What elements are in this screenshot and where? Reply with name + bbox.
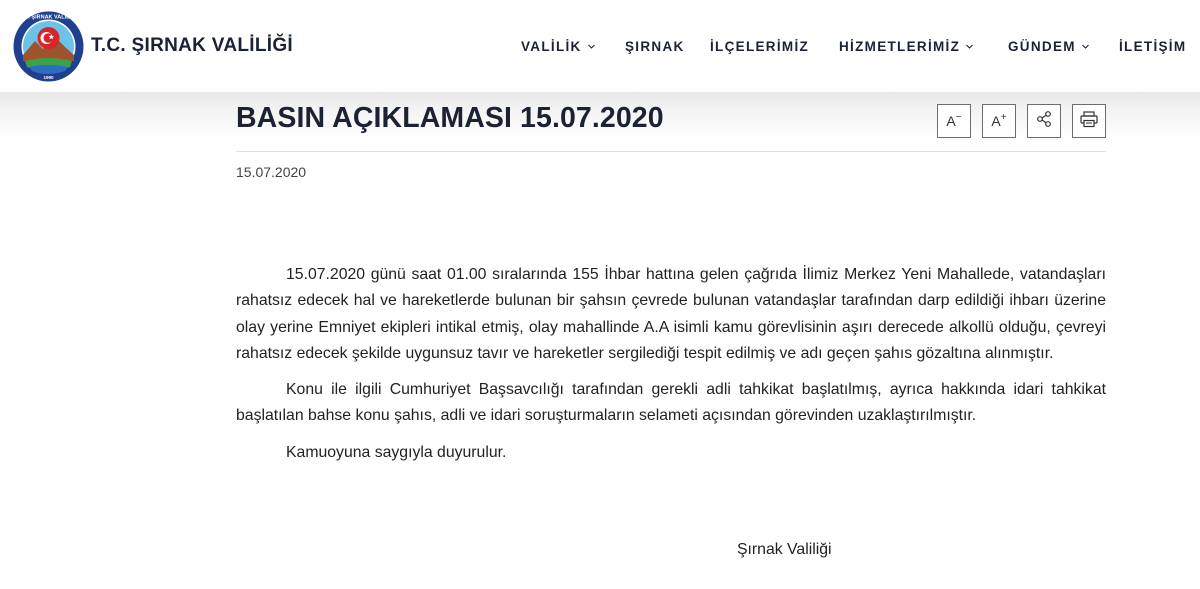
font-decrease-button[interactable] <box>937 104 971 138</box>
chevron-down-icon <box>1081 42 1090 51</box>
chevron-down-icon <box>965 42 974 51</box>
title-divider <box>236 151 1106 152</box>
font-increase-icon: A+ <box>991 112 1007 129</box>
nav-item-ilcelerimiz[interactable] <box>710 39 809 54</box>
sirnak-valiligi-seal-logo[interactable] <box>13 11 84 82</box>
print-icon <box>1079 110 1099 133</box>
nav-item-iletisim[interactable] <box>1119 39 1186 54</box>
article-paragraph: 15.07.2020 günü saat 01.00 sıralarında 155 İhbar hattına gelen çağrıda İlimiz Merkez Yeni Mahallede, vatandaşları rahatsız edecek hal ve hareketlerde bulunan bir şahsın çevrede bulunan vatandaşlar tarafından darp edildiği ihbarı üzerine olay yerine Emniyet ekipleri intikal etmiş, olay mahallinde A.A isimli kamu görevlisinin aşırı derecede alkollü olduğu, çevreyi rahatsız edecek şekilde uygunsuz tavır ve hareketler sergilediği tespit edilmiş ve adı geçen şahıs gözaltına alınmıştır. <box>236 266 1106 362</box>
nav-item-label: İLÇELERİMİZ <box>710 39 810 54</box>
nav-item-hizmetlerimiz[interactable] <box>839 39 974 54</box>
page-title: BASIN AÇIKLAMASI 15.07.2020 <box>236 102 664 134</box>
nav-item-sirnak[interactable] <box>625 39 685 54</box>
article-body <box>236 262 1106 476</box>
site-title[interactable]: T.C. ŞIRNAK VALİLİĞİ <box>91 35 293 56</box>
svg-text:1990: 1990 <box>43 75 54 80</box>
site-header <box>0 0 1200 92</box>
nav-item-label: GÜNDEM <box>1008 39 1076 54</box>
share-icon <box>1035 110 1053 133</box>
chevron-down-icon <box>587 42 596 51</box>
svg-text:T.C. ŞIRNAK VALİLİĞİ: T.C. ŞIRNAK VALİLİĞİ <box>20 14 77 21</box>
article-paragraph: Konu ile ilgili Cumhuriyet Başsavcılığı tarafından gerekli adli tahkikat başlatılmış, ayrıca hakkında idari tahkikat başlatılan bahse konu şahıs, adli ve idari soruşturmaların selameti açısından görevinden uzaklaştırılmıştır. <box>236 381 1106 425</box>
article-paragraph: Kamuoyuna saygıyla duyurulur. <box>286 443 507 461</box>
article-date: 15.07.2020 <box>236 164 307 180</box>
nav-item-gundem[interactable] <box>1008 39 1090 54</box>
nav-item-valilik[interactable] <box>521 39 596 54</box>
font-decrease-icon: A− <box>946 112 962 129</box>
nav-item-label: HİZMETLERİMİZ <box>839 39 961 54</box>
print-button[interactable] <box>1072 104 1106 138</box>
nav-item-label: ŞIRNAK <box>625 39 685 54</box>
nav-item-label: VALİLİK <box>521 39 582 54</box>
article-signature: Şırnak Valiliği <box>737 541 832 558</box>
font-increase-button[interactable] <box>982 104 1016 138</box>
share-button[interactable] <box>1027 104 1061 138</box>
nav-item-label: İLETİŞİM <box>1119 39 1187 54</box>
